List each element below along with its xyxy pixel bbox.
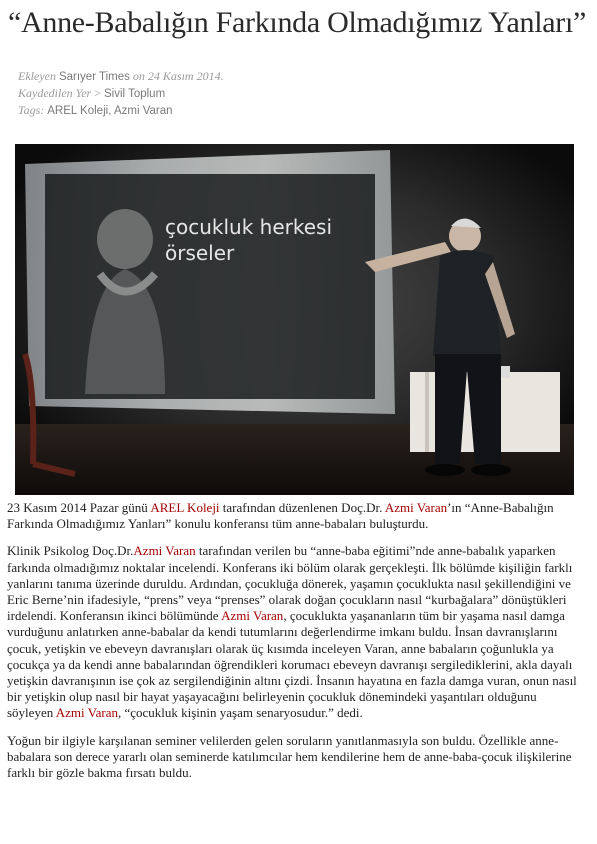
speaker-shoe-right — [471, 464, 511, 476]
meta-separator: > — [91, 86, 104, 100]
meta-on: on — [132, 69, 145, 83]
tag-link-arel[interactable]: AREL Koleji — [47, 105, 109, 117]
paragraph-2 — [7, 543, 585, 721]
conference-photo — [15, 144, 574, 495]
author-link[interactable]: Sarıyer Times — [58, 71, 130, 83]
slide-text-line1: çocukluk herkesi — [165, 215, 333, 239]
p2-text-b: tarafından verilen bu “anne-baba eğitimi”nde anne-babalık yaparken farkında olmadığımız noktalar incelendi. Konferans iki bölüm olarak gerçekleşti. İlk bölümde kişiliğin farklı yanlarını tanıma üzerinde duruldu. Ardından, çocukluğa dönerek, yaşamın çocuklukta nasıl şekillendiğini ve Eric Berne’nin ifadesiyle, “prens” veya “prenses” olarak doğan çocukların nasıl “kurbağalara” dönüştükleri irdelendi. Konferansın ikinci bölümünde — [7, 543, 573, 624]
table-glass — [500, 366, 510, 378]
p2-text-d: , “çocukluk kişinin yaşam senaryosudur.” dedi. — [117, 705, 363, 721]
p1-text-a: 23 Kasım 2014 Pazar günü — [7, 500, 151, 515]
p1-text-c: ’ın “Anne-Babalığın Farkında Olmadığımız Yanları” konulu konferansı tüm anne-babaları buluşturdu. — [7, 500, 554, 532]
paragraph-1 — [7, 500, 585, 532]
meta-category-line — [18, 85, 578, 102]
category-link[interactable]: Sivil Toplum — [104, 88, 166, 100]
article-photo — [15, 144, 574, 495]
speaker-shoe-left — [425, 464, 465, 476]
link-azmi-varan[interactable]: Azmi Varan — [221, 608, 284, 624]
slide-text-line2: örseler — [165, 241, 235, 265]
link-azmi-varan[interactable]: Azmi Varan — [133, 543, 196, 559]
meta-added-line — [18, 68, 578, 85]
link-azmi-varan[interactable]: Azmi Varan — [55, 705, 118, 721]
table-fold — [425, 372, 429, 452]
paragraph-3 — [7, 733, 585, 782]
tag-separator: , — [108, 105, 114, 117]
p2-text-a: Klinik Psikolog Doç.Dr. — [7, 543, 134, 559]
meta-tags-prefix: Tags: — [18, 103, 45, 117]
meta-added-prefix: Ekleyen — [18, 69, 56, 83]
link-azmi-varan[interactable]: Azmi Varan — [384, 500, 448, 515]
link-arel-koleji[interactable]: AREL Koleji — [150, 500, 220, 515]
meta-saved-prefix: Kaydedilen Yer — [18, 86, 92, 100]
p3-text-a: Yoğun bir ilgiyle karşılanan seminer velilerden gelen soruların yanıtlanmasıyla son buldu. Özellikle anne-babalara son derece yararlı olan seminerde katılımcılar hem kendilerine hem de anne-baba-çocuk ilişkilerine farklı bir gözle bakma fırsatı buldu. — [7, 732, 572, 781]
p2-text-c: , çocuklukta yaşananların tüm bir yaşama nasıl damga vurduğunu anlatırken anne-babalar da kendi tutumlarını değerlendirme imkanı buldu. İnsan davranışlarını çocuk, yetişkin ve ebeveyn davranışları olarak üç kısımda inceleyen Varan, anne babaların çoğunlukla ya çocukça ya da kendi anne babalarından öğrendikleri korumacı ebeveyn davranışı sergilediklerini, akla dayalı yetişkin davranışının ise çok az sergilendiğinin altını çizdi. İnsanın hayatına en fazla damga vuran, onun nasıl bir yetişkin olup nasıl bir hayat yaşayacağını belirleyenin çocukluk dönemindeki yaşantıları olduğunu söyleyen — [7, 608, 577, 721]
article-meta — [18, 68, 578, 119]
article-body — [7, 500, 585, 792]
p1-text-b: tarafından düzenlenen Doç.Dr. — [219, 500, 385, 515]
tag-link-azmi[interactable]: Azmi Varan — [113, 105, 173, 117]
slide-child-head — [97, 209, 153, 269]
meta-date: 24 Kasım 2014. — [147, 69, 224, 83]
article-title: “Anne-Babalığın Farkında Olmadığımız Yanları” — [8, 6, 587, 39]
meta-tags-line — [18, 102, 578, 119]
